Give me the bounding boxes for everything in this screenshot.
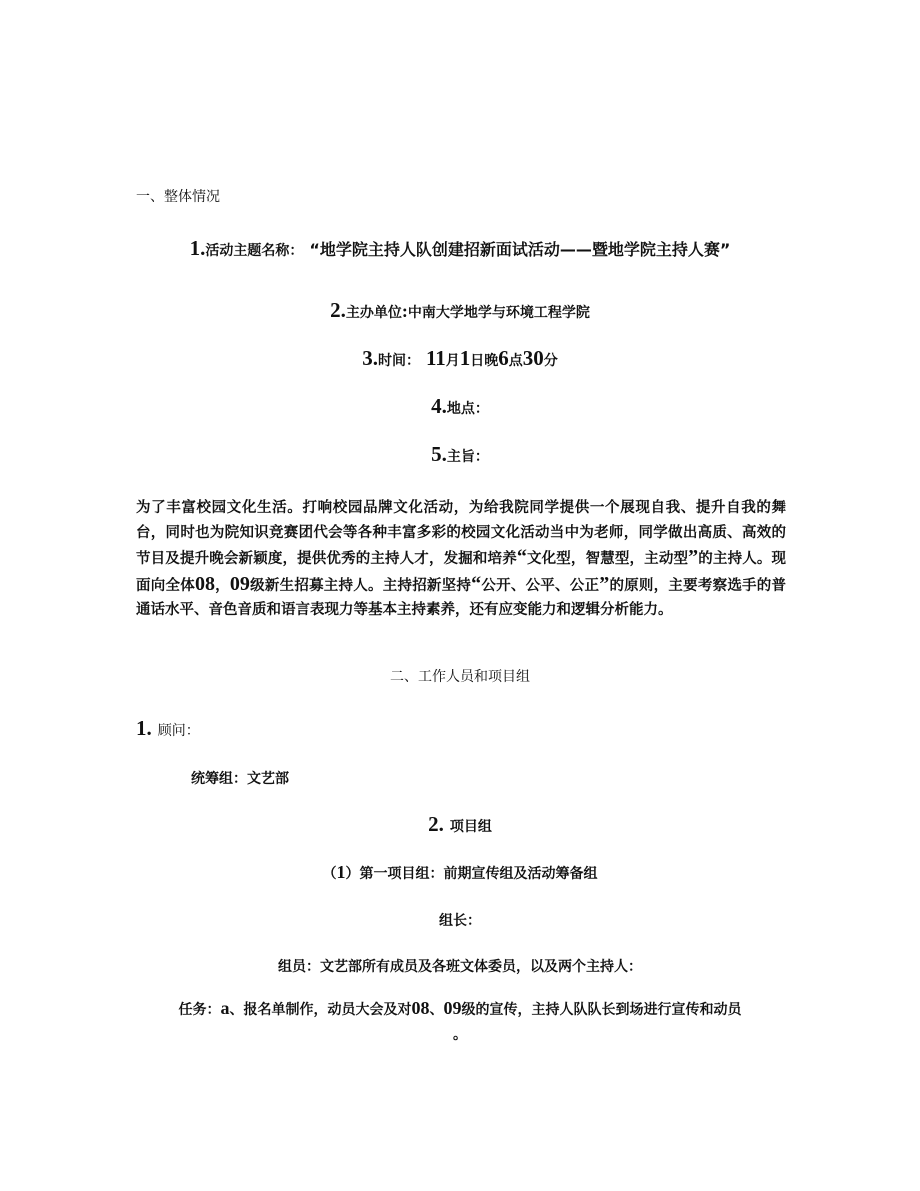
item-label: 活动主题名称： — [205, 243, 304, 259]
purpose-text: 公开、公平、公正 — [481, 577, 600, 594]
grade-number: 09 — [443, 998, 462, 1018]
item-label: 主旨： — [446, 449, 489, 465]
advisor-label: 顾问： — [157, 723, 200, 739]
coordination-group: 统筹组：文艺部 — [191, 771, 289, 787]
group1-task — [0, 998, 920, 1019]
time-unit: 分 — [543, 353, 558, 369]
group-number: 1 — [336, 862, 346, 882]
item-label: 时间： — [377, 353, 420, 369]
time-month: 11 — [425, 346, 446, 370]
task-text: 、 — [429, 1002, 444, 1018]
item-number: 1. — [136, 716, 152, 740]
item-number: 3. — [362, 346, 378, 370]
task-text: 级的宣传，主持人队队长到场进行宣传和动员 — [461, 1002, 742, 1018]
purpose-text: 的原则，主要考察选手的普通话水平、音色音质和语言表现力等基本主持素养，还有应变能力和逻辑分析能力。 — [136, 577, 787, 618]
quote-mark: “ — [516, 546, 527, 568]
item-number: 4. — [431, 394, 447, 418]
grade-number: 09 — [229, 572, 250, 595]
paren: （ — [322, 866, 337, 882]
item-label: 主办单位 — [345, 305, 402, 321]
quote-mark: ” — [688, 546, 699, 568]
section-heading-overview: 一、整体情况 — [136, 189, 220, 205]
time-hour: 6 — [498, 346, 509, 370]
grade-number: 08 — [194, 572, 215, 595]
item-location — [0, 394, 920, 419]
purpose-text: ， — [214, 577, 230, 594]
purpose-text: 的主持人。现面向全体 — [136, 551, 787, 594]
purpose-text: 为了丰富校园文化生活。打响校园品牌文化活动，为给我院同学提供一个展现自我、提升自我的舞台，同时也为院知识竞赛团代会等各种丰富多彩的校园文化活动当中为老师，同学做出高质、高效的节目及提升晚会新颖度，提供优秀的主持人才，发掘和培养 — [136, 500, 786, 567]
group1-task-end: 。 — [453, 1027, 467, 1043]
task-text: 、报名单制作，动员大会及对 — [229, 1002, 412, 1018]
group-label: 第一项目组：前期宣传组及活动筹备组 — [359, 866, 598, 882]
item-label: 地点： — [446, 401, 489, 417]
purpose-paragraph — [136, 496, 786, 623]
item-number: 5. — [431, 442, 447, 466]
item-time — [0, 346, 920, 371]
projects-heading — [0, 812, 920, 837]
task-label: 任务： — [178, 1002, 221, 1018]
advisor-line — [136, 716, 200, 741]
item-colon: : — [401, 301, 408, 321]
task-letter: a — [220, 998, 230, 1018]
item-theme — [0, 236, 920, 261]
grade-number: 08 — [411, 998, 430, 1018]
projects-label: 项目组 — [449, 819, 492, 835]
group1-heading — [0, 862, 920, 883]
item-purpose — [0, 442, 920, 467]
time-unit: 月 — [445, 353, 460, 369]
item-number: 2. — [330, 298, 346, 322]
paren: ） — [345, 866, 360, 882]
item-value: “地学院主持人队创建招新面试活动——暨地学院主持人赛” — [309, 240, 731, 259]
item-organizer — [0, 298, 920, 323]
purpose-text: 级新生招募主持人。主持招新坚持 — [249, 577, 472, 594]
time-minute: 30 — [522, 346, 544, 370]
group1-members: 组员：文艺部所有成员及各班文体委员，以及两个主持人： — [278, 959, 642, 975]
section-heading-staff: 二、工作人员和项目组 — [390, 669, 530, 685]
quote-mark: “ — [471, 572, 482, 595]
time-unit: 日晚 — [470, 353, 499, 369]
item-value: 中南大学地学与环境工程学院 — [407, 305, 590, 321]
purpose-text: 文化型，智慧型，主动型 — [526, 551, 689, 567]
item-number: 1. — [189, 236, 206, 260]
group1-leader: 组长： — [439, 913, 481, 929]
time-day: 1 — [459, 346, 471, 370]
time-unit: 点 — [508, 353, 523, 369]
item-number: 2. — [428, 812, 444, 836]
quote-mark: ” — [599, 572, 610, 595]
